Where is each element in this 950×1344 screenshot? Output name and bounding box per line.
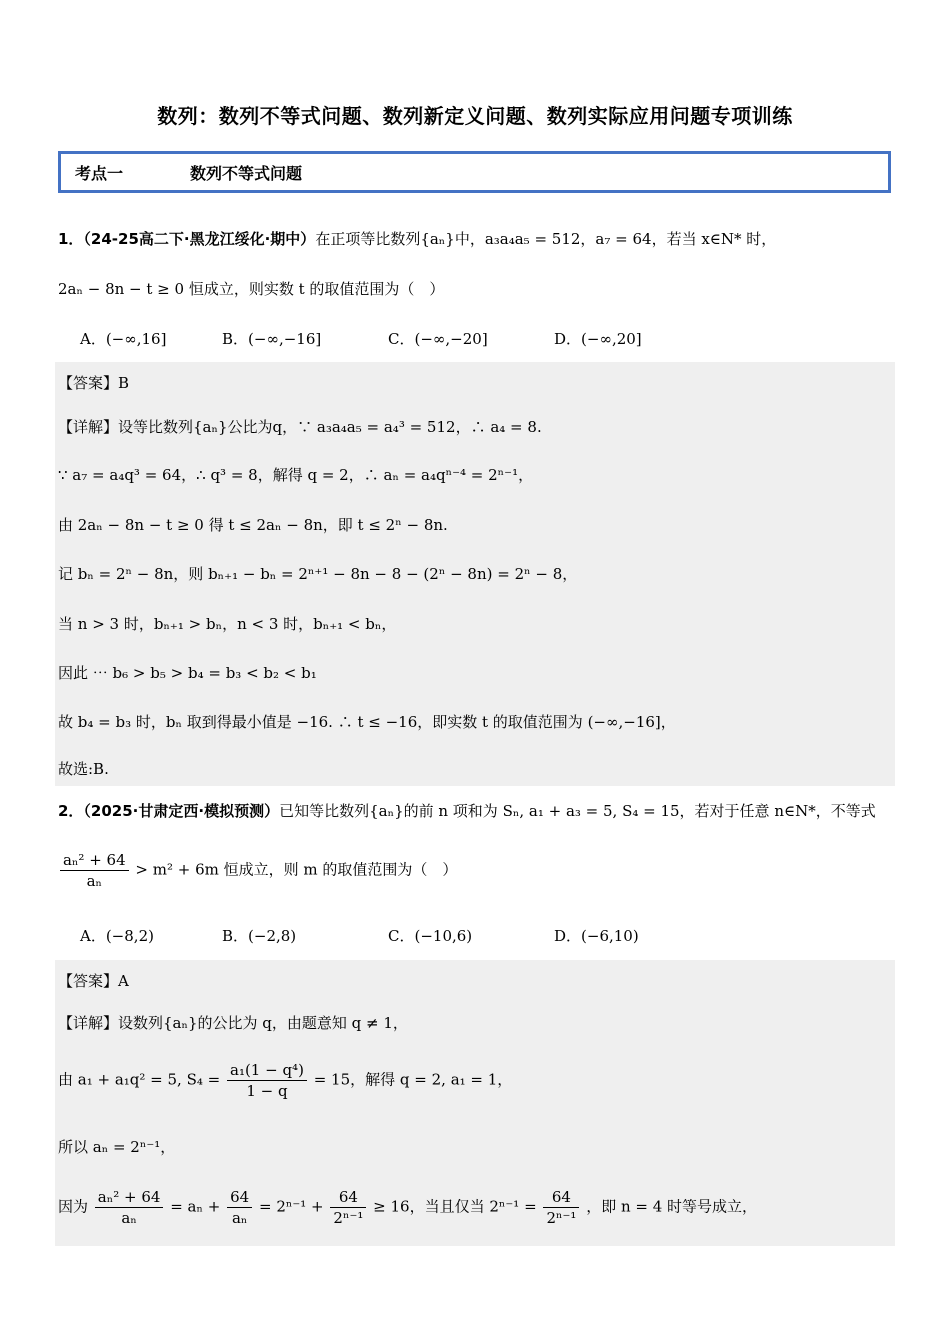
q2-option-b: B．(−2,8) (222, 927, 297, 945)
topic-box (58, 151, 891, 193)
q2-option-c: C．(−10,6) (388, 927, 473, 945)
q2-stem-line1 (58, 800, 876, 822)
q2-fraction: $\frac{64}{\text{aₙ}}$ (227, 1187, 252, 1228)
q1-option-d: D．(−∞,20] (554, 330, 642, 348)
q2-detail-line: 【详解】设数列{aₙ}的公比为 q，由题意知 q ≠ 1， (58, 1014, 408, 1032)
q1-detail-line: 当 n > 3 时，bₙ₊₁ > bₙ，n < 3 时，bₙ₊₁ < bₙ， (58, 615, 397, 633)
q2-stem-text1: 已知等比数列{aₙ}的前 n 项和为 Sₙ, a₁ + a₃ = 5, S₄ = 15，若对于任意 n∈N*，不等式 (279, 802, 876, 820)
q1-detail-line: 因此 ⋯ b₆ > b₅ > b₄ = b₃ < b₂ < b₁ (58, 664, 317, 682)
q1-answer: 【答案】B (58, 374, 130, 392)
q1-detail-line: 由 2aₙ − 8n − t ≥ 0 得 t ≤ 2aₙ − 8n，即 t ≤ 2ⁿ − 8n. (58, 516, 448, 534)
page-title: 数列：数列不等式问题、数列新定义问题、数列实际应用问题专项训练 (157, 104, 793, 128)
q2-head: 2．（2025·甘肃定西·模拟预测） (58, 802, 280, 820)
q1-option-c: C．(−∞,−20] (388, 330, 488, 348)
q1-detail-line: ∵ a₇ = a₄q³ = 64，∴ q³ = 8，解得 q = 2，∴ aₙ = a₄qⁿ⁻⁴ = 2ⁿ⁻¹， (58, 466, 534, 484)
q2-fraction: $\frac{64}{\text{2ⁿ⁻¹}}$ (330, 1187, 366, 1228)
q2-fraction: $\frac{\text{aₙ² + 64}}{\text{aₙ}}$ (95, 1187, 164, 1228)
topic-name: 数列不等式问题 (190, 163, 303, 183)
topic-label: 考点一 (75, 163, 124, 183)
q2-stem-fraction: $\frac{\text{aₙ² + 64}}{\text{aₙ}}$ (60, 850, 129, 891)
q1-detail-line: 故选:B. (58, 760, 109, 778)
q2-detail-line: 由 a₁ + a₁q² = 5, S₄ = $\frac{\text{a₁(1 − q⁴)}}{1 - q}$ = 15，解得 q = 2, a₁ = 1， (58, 1061, 513, 1100)
q2-answer: 【答案】A (58, 972, 129, 990)
q2-option-d: D．(−6,10) (554, 927, 639, 945)
q2-detail-line: 所以 aₙ = 2ⁿ⁻¹， (58, 1138, 176, 1156)
q1-stem-line2: 2aₙ − 8n − t ≥ 0 恒成立，则实数 t 的取值范围为（ ） (58, 280, 445, 298)
q2-option-a: A．(−8,2) (80, 927, 154, 945)
q1-detail-line: 记 bₙ = 2ⁿ − 8n，则 bₙ₊₁ − bₙ = 2ⁿ⁺¹ − 8n − 8 − (2ⁿ − 8n) = 2ⁿ − 8， (58, 565, 578, 583)
q1-option-b: B．(−∞,−16] (222, 330, 322, 348)
q1-head: 1．（24-25高二下·黑龙江绥化·期中） (58, 230, 316, 248)
q1-stem-line1 (58, 228, 776, 250)
q1-detail-line: 【详解】设等比数列{aₙ}公比为q，∵ a₃a₄a₅ = a₄³ = 512，∴ a₄ = 8. (58, 418, 542, 436)
q1-option-a: A．(−∞,16] (80, 330, 167, 348)
q2-fraction: $\frac{64}{\text{2ⁿ⁻¹}}$ (543, 1187, 579, 1228)
q1-stem-text1: 在正项等比数列{aₙ}中，a₃a₄a₅ = 512，a₇ = 64，若当 x∈N* 时， (315, 230, 777, 248)
q2-sum-fraction: $\frac{\text{a₁(1 − q⁴)}}{1 - q}$ (227, 1060, 307, 1101)
q2-stem-line2: $\frac{\text{aₙ² + 64}}{\text{aₙ}}$ > m² + 6m 恒成立，则 m 的取值范围为（ ） (58, 850, 457, 891)
q2-detail-line: 因为 $\frac{\text{aₙ² + 64}}{\text{aₙ}}$ = aₙ + $\frac{64}{\text{aₙ}}$ = 2ⁿ⁻¹ + $\frac{64}{\text{2ⁿ⁻¹}}$ ≥ 16，当且仅当 2ⁿ⁻¹ = $\frac{64}{\text{2ⁿ⁻¹}}$ ，即 n = 4 时等号成立， (58, 1188, 758, 1227)
q1-detail-line: 故 b₄ = b₃ 时，bₙ 取到得最小值是 −16. ∴ t ≤ −16，即实数 t 的取值范围为 (−∞,−16]， (58, 713, 676, 731)
